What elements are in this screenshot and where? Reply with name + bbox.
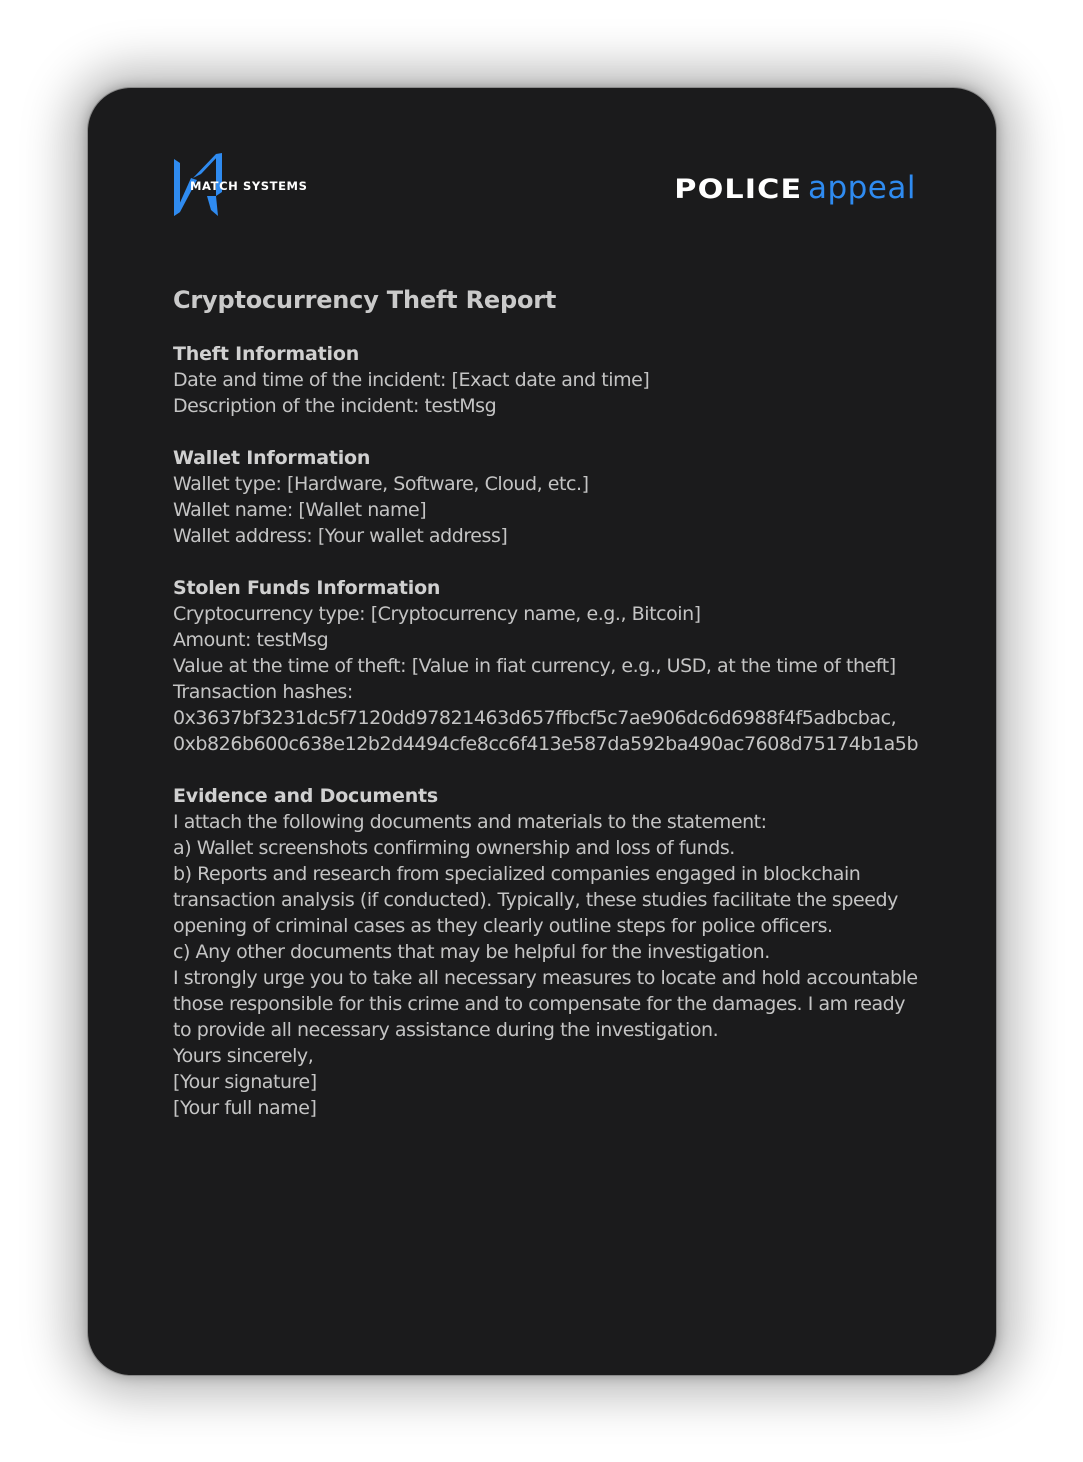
text-line: Transaction hashes: bbox=[173, 681, 353, 703]
match-systems-logo bbox=[173, 152, 343, 218]
text-line: Amount: testMsg bbox=[173, 629, 329, 651]
section-wallet-information bbox=[173, 445, 923, 549]
text-line: I attach the following documents and materials to the statement: bbox=[173, 811, 767, 833]
text-line: a) Wallet screenshots confirming ownership and loss of funds. bbox=[173, 837, 735, 859]
section-heading: Theft Information bbox=[173, 343, 360, 365]
section-stolen-funds-information bbox=[173, 575, 923, 757]
text-line: Value at the time of theft: [Value in fiat currency, e.g., USD, at the time of theft] bbox=[173, 655, 896, 677]
text-line: Wallet type: [Hardware, Software, Cloud, etc.] bbox=[173, 473, 589, 495]
text-line: Description of the incident: testMsg bbox=[173, 395, 497, 417]
section-theft-information bbox=[173, 341, 923, 419]
text-line: [Your signature] bbox=[173, 1071, 317, 1093]
text-line: c) Any other documents that may be helpful for the investigation. bbox=[173, 941, 770, 963]
text-line: [Your full name] bbox=[173, 1097, 317, 1119]
transaction-hash: 0xb826b600c638e12b2d4494cfe8cc6f413e587da592ba490ac7608d75174b1a5b bbox=[173, 733, 919, 755]
report-content bbox=[173, 283, 923, 1147]
transaction-hash: 0x3637bf3231dc5f7120dd97821463d657ffbcf5c7ae906dc6d6988f4f5adbcbac, bbox=[173, 707, 897, 729]
text-line: I strongly urge you to take all necessary measures to locate and hold accountable those responsible for this crime and to compensate for the damages. I am ready to provide all necessary assistance during the investigation. bbox=[173, 967, 918, 1041]
section-heading: Wallet Information bbox=[173, 447, 371, 469]
report-card bbox=[87, 87, 997, 1376]
brand-appeal-word: appeal bbox=[807, 170, 916, 206]
text-line: Yours sincerely, bbox=[173, 1045, 314, 1067]
text-line: Wallet address: [Your wallet address] bbox=[173, 525, 508, 547]
section-evidence-and-documents bbox=[173, 783, 923, 1121]
text-line: Cryptocurrency type: [Cryptocurrency name, e.g., Bitcoin] bbox=[173, 603, 701, 625]
text-line: Wallet name: [Wallet name] bbox=[173, 499, 427, 521]
text-line: b) Reports and research from specialized companies engaged in blockchain transaction analysis (if conducted). Typically, these studies facilitate the speedy opening of criminal cases as they clearly outline steps for police officers. bbox=[173, 863, 898, 937]
police-appeal-brand bbox=[673, 170, 916, 206]
text-line: Date and time of the incident: [Exact date and time] bbox=[173, 369, 650, 391]
section-heading: Evidence and Documents bbox=[173, 785, 439, 807]
logo-text: MATCH SYSTEMS bbox=[190, 179, 308, 193]
report-title: Cryptocurrency Theft Report bbox=[173, 286, 557, 314]
brand-police-word: POLICE bbox=[673, 174, 802, 205]
section-heading: Stolen Funds Information bbox=[173, 577, 441, 599]
